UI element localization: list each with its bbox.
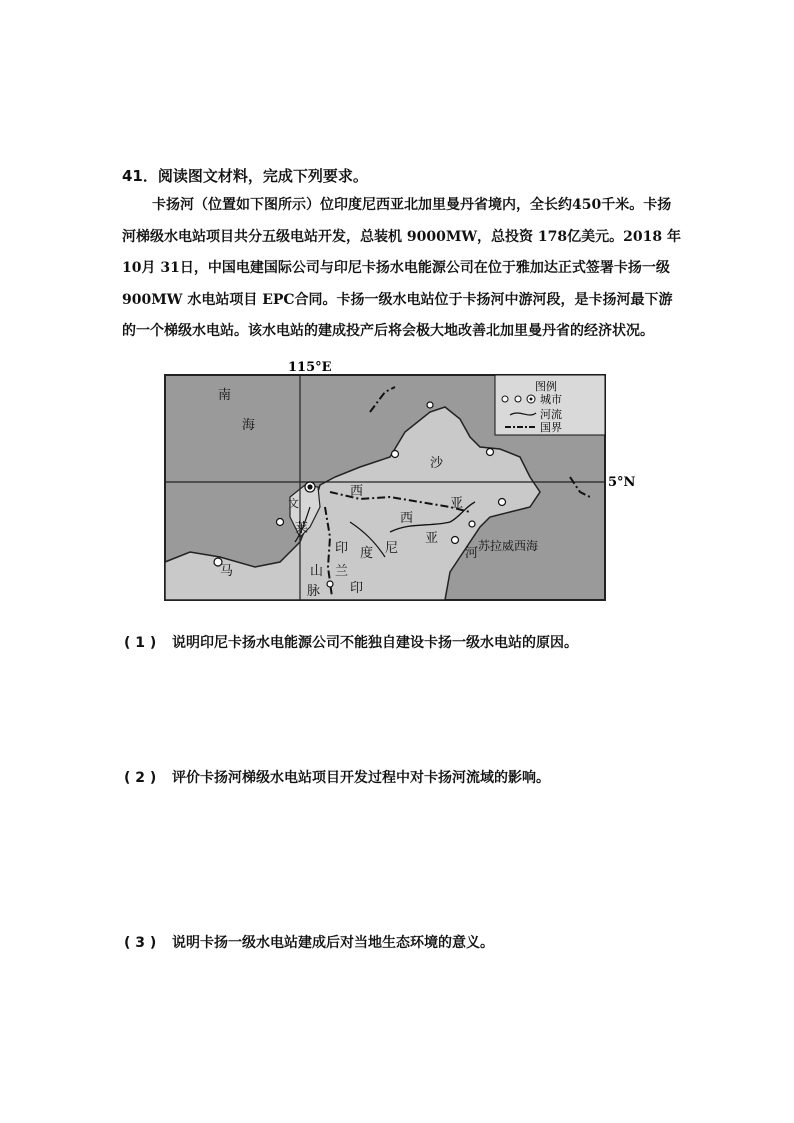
label-malaysia-1: 西 bbox=[350, 484, 364, 499]
label-extra-2: 兰 bbox=[335, 564, 349, 579]
subquestion-2 bbox=[124, 767, 550, 787]
label-mountain-1: 山 bbox=[310, 564, 324, 579]
subquestion-3-text: 说明卡扬一级水电站建成后对当地生态环境的意义。 bbox=[172, 935, 494, 951]
label-river-1: 西 bbox=[400, 511, 414, 526]
label-indo-2: 度 bbox=[360, 546, 374, 561]
label-extra-3: 印 bbox=[350, 581, 364, 596]
subquestion-3-number: ( 3 ) bbox=[124, 935, 157, 951]
label-extra-1: 马 bbox=[220, 564, 234, 579]
legend-title: 图例 bbox=[535, 380, 557, 393]
label-mountain-2: 脉 bbox=[307, 584, 321, 599]
map-svg bbox=[160, 357, 650, 607]
longitude-label: 115°E bbox=[288, 360, 332, 375]
label-sulu-sea: 苏拉威西海 bbox=[478, 539, 539, 553]
label-river: 河 bbox=[465, 546, 479, 561]
label-brunei-1: 文 bbox=[288, 497, 299, 510]
label-south-sea-1: 南 bbox=[218, 388, 232, 403]
legend-item-border: 国界 bbox=[540, 421, 562, 434]
label-indo-3: 尼 bbox=[385, 541, 399, 556]
legend bbox=[495, 375, 605, 435]
subquestion-1-number: ( 1 ) bbox=[124, 635, 157, 651]
label-indo-5: 亚 bbox=[425, 531, 439, 546]
legend-item-river: 河流 bbox=[540, 408, 562, 421]
map-figure bbox=[160, 357, 650, 607]
label-indo-1: 印 bbox=[335, 541, 349, 556]
subquestion-1 bbox=[124, 632, 578, 652]
latitude-label: 5°N bbox=[608, 475, 636, 490]
label-sabah: 沙 bbox=[430, 456, 444, 471]
subquestion-2-text: 评价卡扬河梯级水电站项目开发过程中对卡扬河流域的影响。 bbox=[172, 770, 550, 786]
subquestion-3 bbox=[124, 932, 494, 952]
question-title: 41．阅读图文材料，完成下列要求。 bbox=[122, 167, 368, 185]
subquestion-2-number: ( 2 ) bbox=[124, 770, 157, 786]
subquestion-1-text: 说明印尼卡扬水电能源公司不能独自建设卡扬一级水电站的原因。 bbox=[172, 635, 578, 651]
label-south-sea-2: 海 bbox=[242, 418, 256, 433]
question-paragraph: 卡扬河（位置如下图所示）位印度尼西亚北加里曼丹省境内，全长约450千米。卡扬河梯级水电站项目共分五级电站开发，总装机 9000MW，总投资 178亿美元。2018 年 10月 31日，中国电建国际公司与印尼卡扬水电能源公司在位于雅加达正式签署卡扬一级 900MW 水电站项目 EPC合同。卡扬一级水电站位于卡扬河中游河段，是卡扬河最下游的一个梯级水电站。该水电站的建成投产后将会极大地改善北加里曼丹省的经济状况。 bbox=[122, 197, 681, 339]
label-brunei-2: 莱 bbox=[295, 521, 309, 536]
label-malaysia-2: 亚 bbox=[450, 496, 464, 511]
legend-item-city: 城市 bbox=[540, 393, 562, 406]
